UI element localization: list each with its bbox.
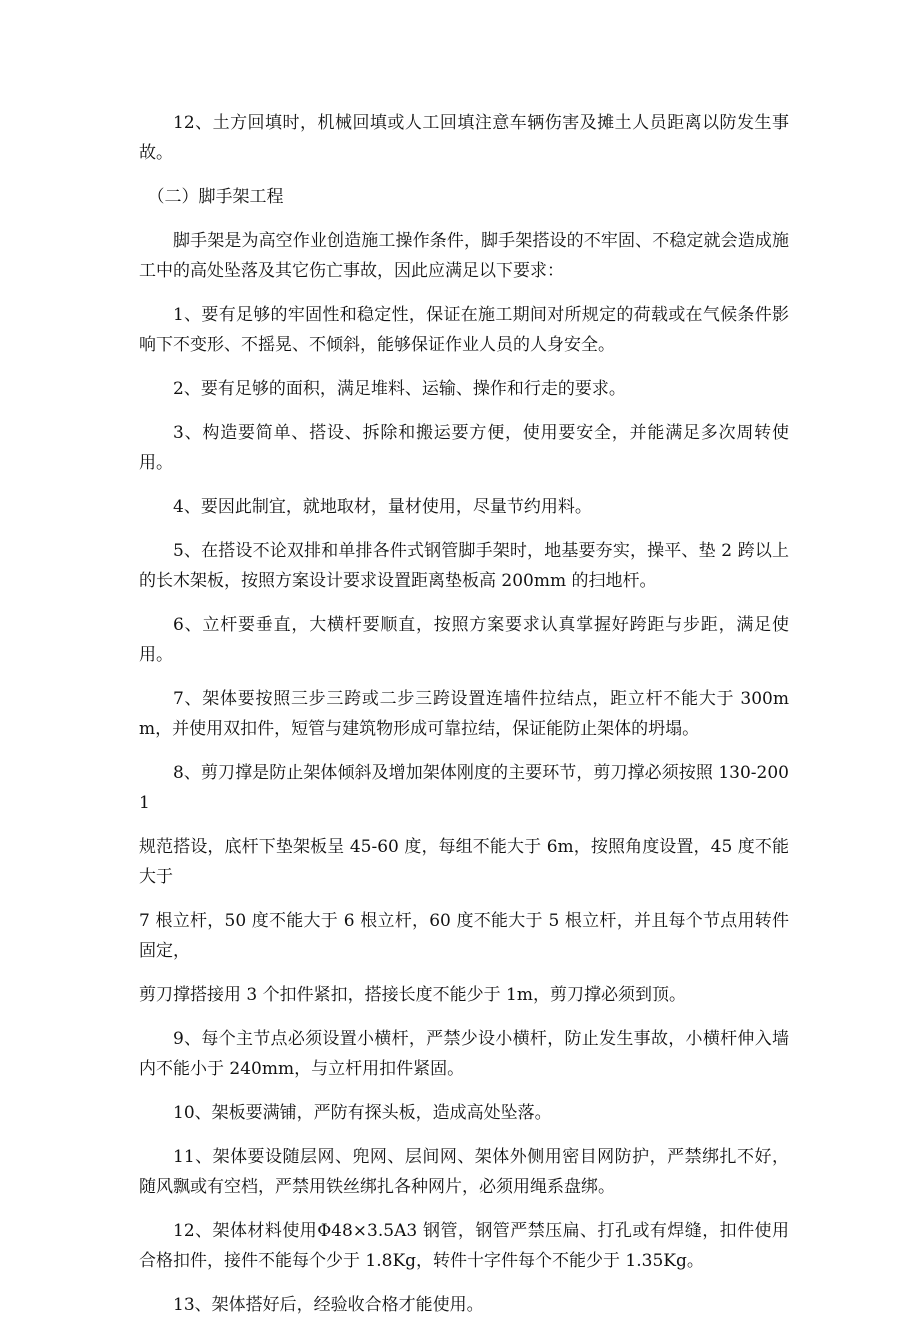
section-heading-scaffolding: （二）脚手架工程	[147, 187, 284, 207]
paragraph-item-4: 4、要因此制宜，就地取材，量材使用，尽量节约用料。	[173, 497, 592, 517]
paragraph-item-6: 6、立杆要垂直，大横杆要顺直，按照方案要求认真掌握好跨距与步距，满足使用。	[139, 615, 789, 665]
paragraph-scaffold-intro: 脚手架是为高空作业创造施工操作条件，脚手架搭设的不牢固、不稳定就会造成施工中的高处坠落及其它伤亡事故，因此应满足以下要求：	[139, 231, 789, 281]
paragraph-item-8: 8、剪刀撑是防止架体倾斜及增加架体刚度的主要环节，剪刀撑必须按照 130-2001	[139, 763, 789, 813]
paragraph-item-9: 9、每个主节点必须设置小横杆，严禁少设小横杆，防止发生事故，小横杆伸入墙内不能小于 240mm，与立杆用扣件紧固。	[139, 1029, 789, 1079]
document-body	[139, 108, 789, 1334]
paragraph-item-11: 11、架体要设随层网、兜网、层间网、架体外侧用密目网防护，严禁绑扎不好，随风飘或有空档，严禁用铁丝绑扎各种网片，必须用绳系盘绑。	[139, 1147, 789, 1197]
paragraph-item-1: 1、要有足够的牢固性和稳定性，保证在施工期间对所规定的荷载或在气候条件影响下不变形、不摇晃、不倾斜，能够保证作业人员的人身安全。	[139, 305, 789, 355]
paragraph-item-5: 5、在搭设不论双排和单排各件式钢管脚手架时，地基要夯实，操平、垫 2 跨以上的长木架板，按照方案设计要求设置距离垫板高 200mm 的扫地杆。	[139, 541, 789, 591]
paragraph-item-8-cont-2: 7 根立杆，50 度不能大于 6 根立杆，60 度不能大于 5 根立杆，并且每个节点用转件固定，	[139, 911, 789, 961]
paragraph-item-7: 7、架体要按照三步三跨或二步三跨设置连墙件拉结点，距立杆不能大于 300mm，并使用双扣件，短管与建筑物形成可靠拉结，保证能防止架体的坍塌。	[139, 689, 789, 739]
paragraph-earthwork-backfill: 12、土方回填时，机械回填或人工回填注意车辆伤害及摊土人员距离以防发生事故。	[139, 113, 789, 163]
paragraph-item-2: 2、要有足够的面积，满足堆料、运输、操作和行走的要求。	[173, 379, 626, 399]
paragraph-item-8-cont-1: 规范搭设，底杆下垫架板呈 45-60 度，每组不能大于 6m，按照角度设置，45 度不能大于	[139, 837, 789, 887]
paragraph-item-8-cont-3: 剪刀撑搭接用 3 个扣件紧扣，搭接长度不能少于 1m，剪刀撑必须到顶。	[139, 985, 686, 1005]
paragraph-item-10: 10、架板要满铺，严防有探头板，造成高处坠落。	[173, 1103, 552, 1123]
paragraph-item-13: 13、架体搭好后，经验收合格才能使用。	[173, 1295, 484, 1315]
paragraph-item-3: 3、构造要简单、搭设、拆除和搬运要方便，使用要安全，并能满足多次周转使用。	[139, 423, 789, 473]
paragraph-item-12: 12、架体材料使用Φ48×3.5A3 钢管，钢管严禁压扁、打孔或有焊缝，扣件使用合格扣件，接件不能每个少于 1.8Kg，转件十字件每个不能少于 1.35Kg。	[139, 1221, 789, 1271]
